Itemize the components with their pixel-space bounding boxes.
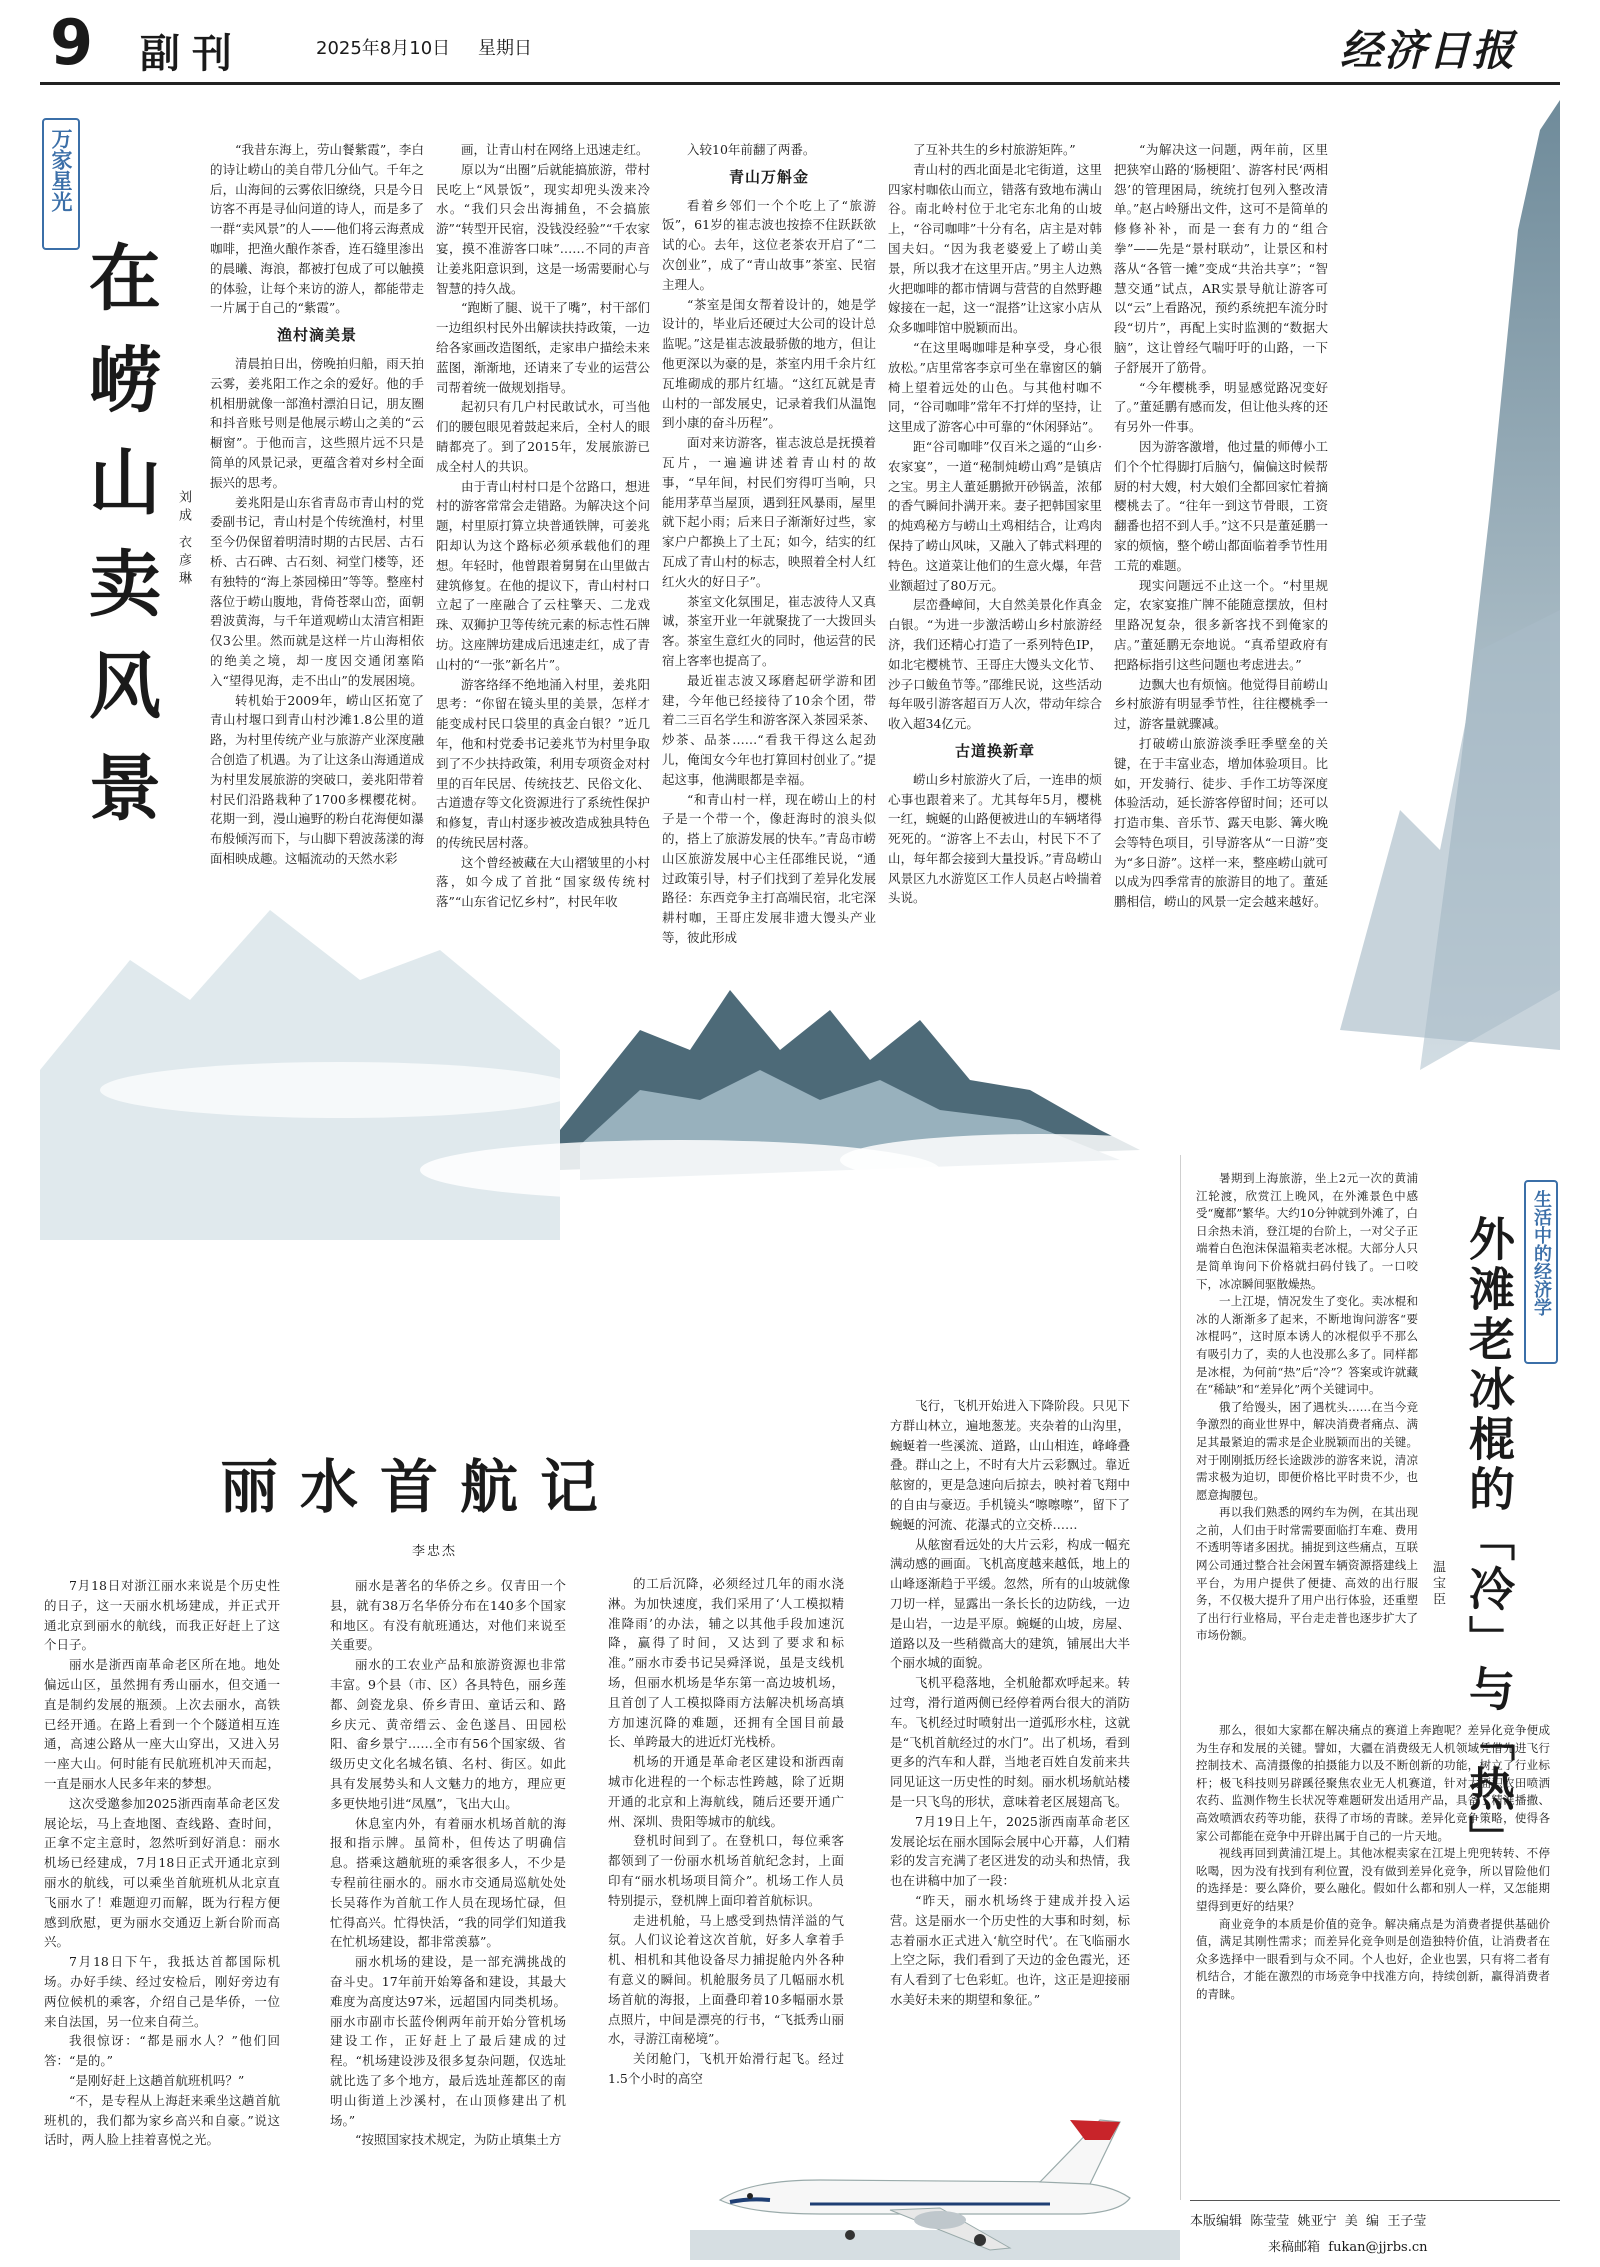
paragraph: “茶室是闺女帮着设计的，她是学设计的，毕业后还硬过大公司的设计总监呢。”这是崔志波最骄傲的地方，但让他更深以为豪的是，茶室内用千余片红瓦堆砌成的那片红墙。“这红瓦就是青山村的一部发展史，记录着我们从温饱到小康的奋斗历程”。: [662, 296, 876, 431]
article3-headline: 丽水首航记: [220, 1453, 621, 1521]
paragraph: 丽水机场的建设，是一部充满挑战的奋斗史。17年前开始筹备和建设，其最大难度为高度达97米，远超国内同类机场。丽水市副市长蓝伶俐两年前开始分管机场建设工作，正好赶上了最后建成的过程。“机场建设涉及很多复杂问题，仅选址就比选了多个地方，最后选址莲都区的南明山街道上沙溪村，在山顶修建出了机场。”: [330, 1954, 566, 2128]
paragraph: “按照国家技术规定，为防止填集土方: [355, 2132, 562, 2148]
article2-headline-part: 与: [1462, 1665, 1516, 1715]
page-number: 9: [50, 6, 94, 79]
paragraph: “在这里喝咖啡是种享受，身心很放松。”店里常客李京可坐在靠窗区的躺椅上望着远处的山色。与其他村咖不同，“谷司咖啡”常年不打烊的坚持，让这里成了游客心中可靠的“休闲驿站”。: [888, 339, 1102, 435]
paragraph: 层峦叠嶂间，大自然美景化作真金白银。“为进一步激活崂山乡村旅游经济，我们还精心打造了一系列特色IP，如北宅樱桃节、王哥庄大馒头文化节、沙子口鲅鱼节等。”邵维民说，这些活动每年吸引游客超百万人次，带动年综合收入超34亿元。: [888, 597, 1102, 732]
paragraph: 因为游客激增，他过量的师傅小工们个个忙得脚打后脑勺，偏偏这时候帮厨的村大嫂，村大娘们全都回家忙着摘樱桃去了。“往年一到这节骨眼，工资翻番也招不到人手。”这不只是董延鹏一家的烦恼，整个崂山都面临着季节性用工荒的难题。: [1114, 438, 1328, 573]
footer-editors: 本版编辑 陈莹莹 姚亚宁 美 编 王子莹: [1190, 2214, 1427, 2229]
paragraph: 青山村的西北面是北宅街道，这里四家村咖依山而立，错落有致地布满山谷。南北岭村位于北宅东北角的山坡上，“谷司咖啡”十分有名，店主是对韩国夫妇。“因为我老婆爱上了崂山美景，所以我才在这里开店。”男主人边熟火把咖啡的都市情调与营营的自然野趣嫁接在一起，这一“混搭”让这家小店从众多咖啡馆中脱颖而出。: [888, 161, 1102, 336]
paragraph: “不，是专程从上海赶来乘坐这趟首航班机的，我们都为家乡高兴和自豪。”说这话时，两人脸上挂着喜悦之光。: [44, 2092, 280, 2148]
paragraph: 关闭舱门，飞机开始滑行起飞。经过1.5个小时的高空: [608, 2051, 844, 2086]
paragraph: 我很惊讶：“都是丽水人？”他们回答：“是的。”: [44, 2033, 280, 2069]
issue-date: 2025年8月10日: [316, 38, 451, 59]
paragraph: 崂山乡村旅游火了后，一连串的烦心事也跟着来了。尤其每年5月，樱桃一红，蜿蜒的山路便被进山的车辆堵得死死的。“游客上不去山，村民下不了山，每年都会接到大量投诉。”青岛崂山风景区九水游览区工作人员赵占岭揣着头说。: [888, 771, 1102, 906]
paragraph: 俄了给馒头，困了遇枕头……在当今竞争激烈的商业世界中，解决消费者痛点、满足其最紧迫的需求是企业脱颖而出的关键。对于刚刚抵历经长途跋涉的游客来说，清凉需求极为迫切，即便价格比平时贵不少，也愿意掏腰包。: [1196, 1399, 1418, 1502]
paragraph: 清晨拍日出，傍晚拍归船，雨天拍云雾，姜兆阳工作之余的爱好。他的手机相册就像一部渔村漂泊日记，朋友圈和抖音账号则是他展示崂山之美的“云橱窗”。于他而言，这些照片远不只是简单的风景记录，更蕴含着对乡村全面振兴的思考。: [210, 355, 424, 490]
article2-byline: 温宝臣: [1430, 1560, 1445, 1608]
paragraph: 那么，很如大家都在解决痛点的赛道上奔跑呢？差异化竞争便成为生存和发展的关键。譬如，大疆在消费级无人机领域凭借先进飞行控制技术、高清摄像的拍摄能力以及不断创新的功能，树立了行业标杆；极飞科技则另辟蹊径聚焦农业无人机赛道，针对大面积农田喷洒农药、监测作物生长状况等难题研发出适用产品，具备了精准播撒、高效喷洒农药等功能，获得了市场的青睐。差异化竞争策略，使得各家公司都能在竞争中开辟出属于自己的一片天地。: [1196, 1723, 1550, 1843]
paragraph: 登机时间到了。在登机口，每位乘客都领到了一份丽水机场首航纪念封，上面印有“丽水机场项目简介”。机场工作人员特别提示，登机牌上面印着首航标识。: [608, 1833, 844, 1908]
paragraph: 看着乡邻们一个个吃上了“旅游饭”，61岁的崔志波也按捺不住跃跃欲试的心。去年，这位老茶农开启了“二次创业”，成了“青山故事”茶室、民宿主理人。: [662, 197, 876, 292]
paragraph: “昨天，丽水机场终于建成并投入运营。这是丽水一个历史性的大事和时刻，标志着丽水正式进入‘航空时代’。在飞临丽水上空之际，我们看到了天边的金色霞光，还有人看到了七色彩虹。也许，这正是迎接丽水美好未来的期望和象征。”: [890, 1892, 1130, 2007]
article3-column-1: [44, 1576, 280, 2206]
paragraph: 面对来访游客，崔志波总是抚摸着瓦片，一遍遍讲述着青山村的故事，“早年间，村民们穷得叮当响，只能用茅草当屋顶，遇到狂风暴雨，屋里就下起小雨；后来日子渐渐好过些，家家户户都换上了土瓦；如今，结实的红瓦成了青山村的标志，映照着全村人红红火火的好日子”。: [662, 435, 876, 589]
paragraph: 茶室文化氛围足，崔志波待人又真诚，茶室开业一年就聚拢了一大拨回头客。茶室生意红火的同时，他运营的民宿上客率也提高了。: [662, 593, 876, 668]
article1-column-4: [888, 140, 1102, 980]
article1-headline: 在崂山卖风景: [77, 240, 161, 852]
paragraph: 最近崔志波又琢磨起研学游和团建，今年他已经接待了10余个团，带着二三百名学生和游客深入茶园采茶、炒茶、品茶……“看我干得这么起劲儿，俺闺女今年也打算回村创业了。”提起这事，他满眼都是幸福。: [662, 672, 876, 787]
masthead-logo: 经济日报: [1340, 26, 1517, 75]
paragraph: 视线再回到黄浦江堤上。其他冰棍卖家在江堤上兜兜转转、不停吆喝，因为没有找到有利位置，没有做到差异化竞争，所以冒险他们的选择是：要么降价，要么融化。假如什么都和别人一样，又怎能期望得到更好的结果？: [1196, 1846, 1550, 1913]
article1-byline: 刘成 衣彦琳: [176, 490, 191, 590]
paragraph: 再以我们熟悉的网约车为例，在其出现之前，人们由于时常需要面临打车难、费用不透明等诸多困扰。捕捉到这些痛点，互联网公司通过整合社会闲置车辆资源搭建线上平台，为用户提供了便捷、高效的出行服务，不仅极大提升了用户出行体验，还重塑了出行行业格局，平台走走普也逐步扩大了市场份额。: [1196, 1505, 1418, 1643]
article1-subhead-3: 古道换新章: [954, 741, 1035, 760]
article1-column-3: [662, 140, 876, 980]
paragraph: 入较10年前翻了两番。: [687, 142, 816, 157]
article1-column-1: [210, 140, 424, 980]
paragraph: 由于青山村村口是个岔路口，想进村的游客常常会走错路。为解决这个问题，村里原打算立块普通铁牌，可姜兆阳却认为这个路标必须承载他们的理想。年轻时，他曾跟着舅舅在山里做古建筑修复。在他的提议下，青山村村口立起了一座融合了云柱擎天、二龙戏珠、双狮护卫等传统元素的标志性石牌坊。这座牌坊建成后迅速走红，成了青山村的“一张”新名片”。: [436, 478, 650, 672]
paragraph: 一上江堤，情况发生了变化。卖冰棍和冰的人渐渐多了起来，不断地询问游客“要冰棍吗”，这时原本诱人的冰棍似乎不那么有吸引力了，卖的人也没那么多了。同样都是冰棍，为何前“热”后“冷”？答案或许就藏在“稀缺”和“差异化”两个关键词中。: [1196, 1294, 1418, 1397]
paragraph: “和青山村一样，现在崂山上的村子是一个带一个，像赶海时的浪头似的，搭上了旅游发展的快车。”青岛市崂山区旅游发展中心主任邵维民说，“通过政策引导，村子们找到了差异化发展路径：东西竞争主打高端民宿，北宅深耕村咖，王哥庄发展非遗大馒头产业等，彼此形成: [662, 791, 876, 946]
paragraph: 丽水是浙西南革命老区所在地。地处偏远山区，虽然拥有秀山丽水，但交通一直是制约发展的瓶颈。上次去丽水，高铁已经开通。在路上看到一个个隧道相互连通，高速公路从一座大山穿出，又进入另一座大山。何时能有民航班机冲天而起，一直是丽水人民多年来的梦想。: [44, 1657, 280, 1791]
article1-subhead-1: 渔村滴美景: [276, 326, 357, 345]
paragraph: 这个曾经被藏在大山褶皱里的小村落，如今成了首批“国家级传统村落”“山东省记忆乡村”，村民年收: [436, 854, 650, 910]
paragraph: 打破崂山旅游淡季旺季壁垒的关键，在于丰富业态，增加体验项目。比如，开发骑行、徒步、手作工坊等深度体验活动，延长游客停留时间；还可以打造市集、音乐节、露天电影、篝火晚会等特色项目，引导游客从“一日游”变为“多日游”。这样一来，整座崂山就可以成为四季常青的旅游目的地了。董延鹏相信，崂山的风景一定会越来越好。: [1114, 735, 1328, 910]
paragraph: “为解决这一问题，两年前，区里把狭窄山路的‘肠梗阻’、游客村民‘两相怨’的管理困局，统统打包列入整改清单。”赵占岭掰出文件，这可不是简单的修修补补，而是一套有力的“组合拳”——先是“景村联动”，让景区和村落从“各管一摊”变成“共治共享”；“智慧交通”试点，AR实景导航让游客可以“云”上看路况，预约系统把车流分时段“切片”，再配上实时监测的“数据大脑”，这让曾经气喘吁吁的山路，一下子舒展开了筋骨。: [1114, 142, 1328, 375]
issue-weekday: 星期日: [478, 38, 532, 59]
paragraph: 这次受邀参加2025浙西南革命老区发展论坛，马上查地图、查线路、查时间，正拿不定主意时，忽然听到好消息：丽水机场已经建成，7月18日正式开通北京到丽水的航线，可以乘坐首航班机从北京直飞丽水了！难题迎刃而解，既为行程方便感到欣慰，更为丽水交通迈上新台阶而高兴。: [44, 1795, 280, 1950]
paragraph: 从舷窗看远处的大片云彩，构成一幅充满动感的画面。飞机高度越来越低，地上的山峰逐渐趋于平缓。忽然，所有的山坡就像刀切一样，显露出一条长长的边防线，一边是山岩，一边是平原。蜿蜒的山坡，房屋、道路以及一些稍微高大的建筑，铺展出大半个丽水城的面貌。: [890, 1536, 1130, 1671]
article2-body-bottom: [1196, 1722, 1550, 2132]
paragraph: 飞行，飞机开始进入下降阶段。只见下方群山林立，遍地葱茏。夹杂着的山沟里，蜿蜒着一些溪流、道路，山山相连，峰峰叠叠。群山之上，不时有大片云彩飘过。靠近舷窗的，更是急速向后掠去，映衬着飞翔中的自由与豪迈。手机镜头“嚓嚓嚓”，留下了蜿蜒的河流、花瀑式的立交桥……: [890, 1398, 1130, 1532]
article3-column-4: [890, 1396, 1130, 2096]
article2-headline-part: 「热」: [1462, 1715, 1516, 1865]
paragraph: 7月18日下午，我抵达首都国际机场。办好手续、经过安检后，刚好旁边有两位候机的乘客，介绍自己是华侨，一位来自法国，另一位来自荷兰。: [44, 1954, 280, 2029]
section-title: 副刊: [140, 31, 244, 77]
article1-column-5: [1114, 140, 1328, 980]
article3-byline: 李忠杰: [412, 1544, 458, 1559]
paragraph: 距“谷司咖啡”仅百米之遥的“山乡·农家宴”，一道“秘制炖崂山鸡”是镇店之宝。男主人董延鹏掀开砂锅盖，浓郁的香气瞬间扑满开来。妻子把韩国家里的炖鸡秘方与崂山土鸡相结合，让鸡肉保持了崂山风味，又融入了韩式料理的特色。这道菜让他们的生意火爆，年营业额超过了80万元。: [888, 438, 1102, 593]
paragraph: “跑断了腿、说干了嘴”，村干部们一边组织村民外出解读扶持政策，一边给各家画改造图纸，走家串户描绘未来蓝图，渐渐地，还请来了专业的运营公司帮着统一做规划指导。: [436, 300, 650, 395]
airplane-illustration: [690, 2100, 1180, 2260]
paragraph: 丽水是著名的华侨之乡。仅青田一个县，就有38万名华侨分布在140多个国家和地区。有没有航班通达，对他们来说至关重要。: [330, 1578, 566, 1653]
paragraph: “今年樱桃季，明显感觉路况变好了。”董延鹏有感而发，但让他头疼的还有另外一件事。: [1114, 379, 1328, 435]
article3-column-2: [330, 1576, 566, 2206]
paragraph: 画，让青山村在网络上迅速走红。: [461, 142, 649, 157]
article1-subhead-2: 青山万斛金: [728, 167, 809, 186]
paragraph: “我昔东海上，劳山餐紫霞”，李白的诗让崂山的美自带几分仙气。千年之后，山海间的云雾依旧缭绕，只是今日访客不再是寻仙问道的诗人，而是多了一群“卖风景”的人——他们将云海煮成咖啡，把渔火酿作茶香，连石缝里渗出的晨曦、海浪，都被打包成了可以触摸的体验，让每个来访的游人，都能带走一片属于自己的“紫霞”。: [210, 142, 424, 316]
article1-column-2: [436, 140, 650, 980]
article2-column-tag-text: 生活中的经济学: [1531, 1190, 1552, 1316]
paragraph: 转机始于2009年，崂山区拓宽了青山村堰口到青山村沙滩1.8公里的道路，为村里传统产业与旅游产业深度融合创造了机遇。为了让这条山海通道成为村里发展旅游的突破口，姜兆阳带着村民们沿路栽种了1700多棵樱花树。花期一到，漫山遍野的粉白花海便如瀑布般倾泻而下，与山脚下碧波荡漾的海面相映成趣。这幅流动的天然水彩: [210, 692, 424, 866]
paragraph: 休息室内外，有着丽水机场首航的海报和指示牌。虽简朴，但传达了明确信息。搭乘这趟航班的乘客很多人，不少是专程前往丽水的。丽水市交通局巡航处处长吴蒋作为首航工作人员在现场忙碌，但忙得高兴。忙得快活，“我的同学们知道我在忙机场建设，都非常羡慕”。: [330, 1815, 566, 1950]
footer-rule: [1190, 2200, 1560, 2201]
article3-column-3: [608, 1574, 844, 2114]
paragraph: 飞机平稳落地，全机舱都欢呼起来。转过弯，滑行道两侧已经停着两台很大的消防车。飞机经过时喷射出一道弧形水柱，这就是“飞机首航经过的水门”。出了机场，看到更多的汽车和人群，当地老百姓自发前来共同见证这一历史性的时刻。丽水机场航站楼是一只飞鸟的形状，意味着老区展翅高飞。: [890, 1675, 1130, 1809]
article2-body-top: [1196, 1170, 1418, 1720]
paragraph: “是刚好赶上这趟首航班机吗？”: [69, 2072, 245, 2088]
footer-email: 来稿邮箱 fukan@jjrbs.cn: [1268, 2240, 1428, 2255]
paragraph: 现实问题远不止这一个。“村里规定，农家宴推广牌不能随意摆放，但村里路况复杂，很多新客找不到俺家的店。”董延鹏无奈地说。“真希望政府有把路标指引这些问题也考虑进去。”: [1114, 577, 1328, 672]
article1-column-tag-text: 万家星光: [49, 128, 73, 212]
paragraph: 起初只有几户村民敢试水，可当他们的腰包眼见着鼓起来后，全村人的眼睛都亮了。到了2015年，发展旅游已成全村人的共识。: [436, 399, 650, 474]
paragraph: 走进机舱，马上感受到热情洋溢的气氛。人们议论着这次首航，好多人拿着手机、相机和其他设备尽力捕捉舱内外各种有意义的瞬间。机舱服务员了几幅丽水机场首航的海报，上面叠印着10多幅丽水景点照片，中间是漂亮的行书，“飞抵秀山丽水，寻游江南秘境”。: [608, 1912, 844, 2047]
paragraph: 原以为“出圈”后就能搞旅游，带村民吃上“风景饭”，现实却兜头泼来冷水。“我们只会出海捕鱼，不会搞旅游”“转型开民宿，没钱没经验”“千农家宴，摸不准游客口味”……不同的声音让姜兆阳意识到，这是一场需要耐心与智慧的持久战。: [436, 161, 650, 296]
paragraph: 7月18日对浙江丽水来说是个历史性的日子，这一天丽水机场建成，并正式开通北京到丽水的航线，而我正好赶上了这个日子。: [44, 1578, 280, 1653]
article2-headline-part: 「冷」: [1462, 1515, 1516, 1665]
paragraph: 7月19日上午，2025浙西南革命老区发展论坛在丽水国际会展中心开幕，人们精彩的发言充满了老区进发的动头和热情，我也在讲稿中加了一段：: [890, 1813, 1130, 1889]
paragraph: 的工后沉降，必须经过几年的雨水浇淋。为加快速度，我们采用了‘人工模拟精准降雨’的办法，辅之以其他手段加速沉降，赢得了时间，又达到了要求和标准。”丽水市委书记吴舜泽说，虽是支线机场，但丽水机场是华东第一高边坡机场，且首创了人工模拟降雨方法解决机场高填方加速沉降的难题，还拥有全国目前最长、单跨最大的进近灯光栈桥。: [608, 1576, 844, 1750]
paragraph: 边飘大也有烦恼。他觉得目前崂山乡村旅游有明显季节性，往往樱桃季一过，游客量就骤减。: [1114, 676, 1328, 732]
paragraph: 游客络绎不绝地涌入村里，姜兆阳思考：“你留在镜头里的美景，怎样才能变成村民口袋里的真金白银？”近几年，他和村党委书记姜兆节为村里争取到了不少扶持政策，利用专项资金对村里的百年民居、传统技艺、民俗文化、古道遗存等文化资源进行了系统性保护和修复，青山村逐步被改造成独具特色的传统民居村落。: [436, 676, 650, 850]
article2-headline-part: 外滩老冰棍的: [1462, 1215, 1516, 1515]
paragraph: 机场的开通是革命老区建设和浙西南城市化进程的一个标志性跨越，除了近期开通的北京和上海航线，随后还要开通广州、深圳、贵阳等城市的航线。: [608, 1754, 844, 1829]
header-rule: [40, 82, 1560, 85]
paragraph: 姜兆阳是山东省青岛市青山村的党委副书记，青山村是个传统渔村，村里至今仍保留着明清时期的古民居、古石桥、古石碑、古石刻、祠堂门楼等，还有独特的“海上茶园梯田”等等。整座村落位于崂山腹地，背倚苍翠山峦，面朝碧波黄海，与千年道观崂山太清宫相距仅3公里。然而就是这样一片山海相依的绝美之境，却一度因交通闭塞陷入“望得见海，走不出山”的发展困境。: [210, 494, 424, 688]
paragraph: 丽水的工农业产品和旅游资源也非常丰富。9个县（市、区）各具特色，丽乡莲都、剑瓷龙泉、侨乡青田、童话云和、路乡庆元、黄帝缙云、金色遂昌、田园松阳、畲乡景宁……全市有56个国家级、省级历史文化名城名镇、名村、街区。如此具有发展势头和人文魅力的地方，理应更多更快地引进“凤凰”，飞出大山。: [330, 1657, 566, 1811]
article2-column-tag: [1524, 1180, 1558, 1364]
paragraph: 了互补共生的乡村旅游矩阵。”: [913, 142, 1076, 157]
paragraph: 暑期到上海旅游，坐上2元一次的黄浦江轮渡，欣赏江上晚风，在外滩景色中感受“魔都”繁华。大约10分钟就到外滩了，白日余热未消，登江堤的台阶上，一对父子正端着白色泡沫保温箱卖老冰棍。大部分人只是简单询问下价格就扫码付钱了。一口咬下，冰凉瞬间驱散燥热。: [1196, 1171, 1418, 1291]
paragraph: 商业竞争的本质是价值的竞争。解决痛点是为消费者提供基础价值，满足其刚性需求；而差异化竞争则是创造独特价值，让消费者在众多选择中一眼看到与众不同。个人也好，企业也罢，只有将二者有机结合，才能在激烈的市场竞争中找准方向，持续创新，赢得消费者的青睐。: [1196, 1916, 1550, 2001]
